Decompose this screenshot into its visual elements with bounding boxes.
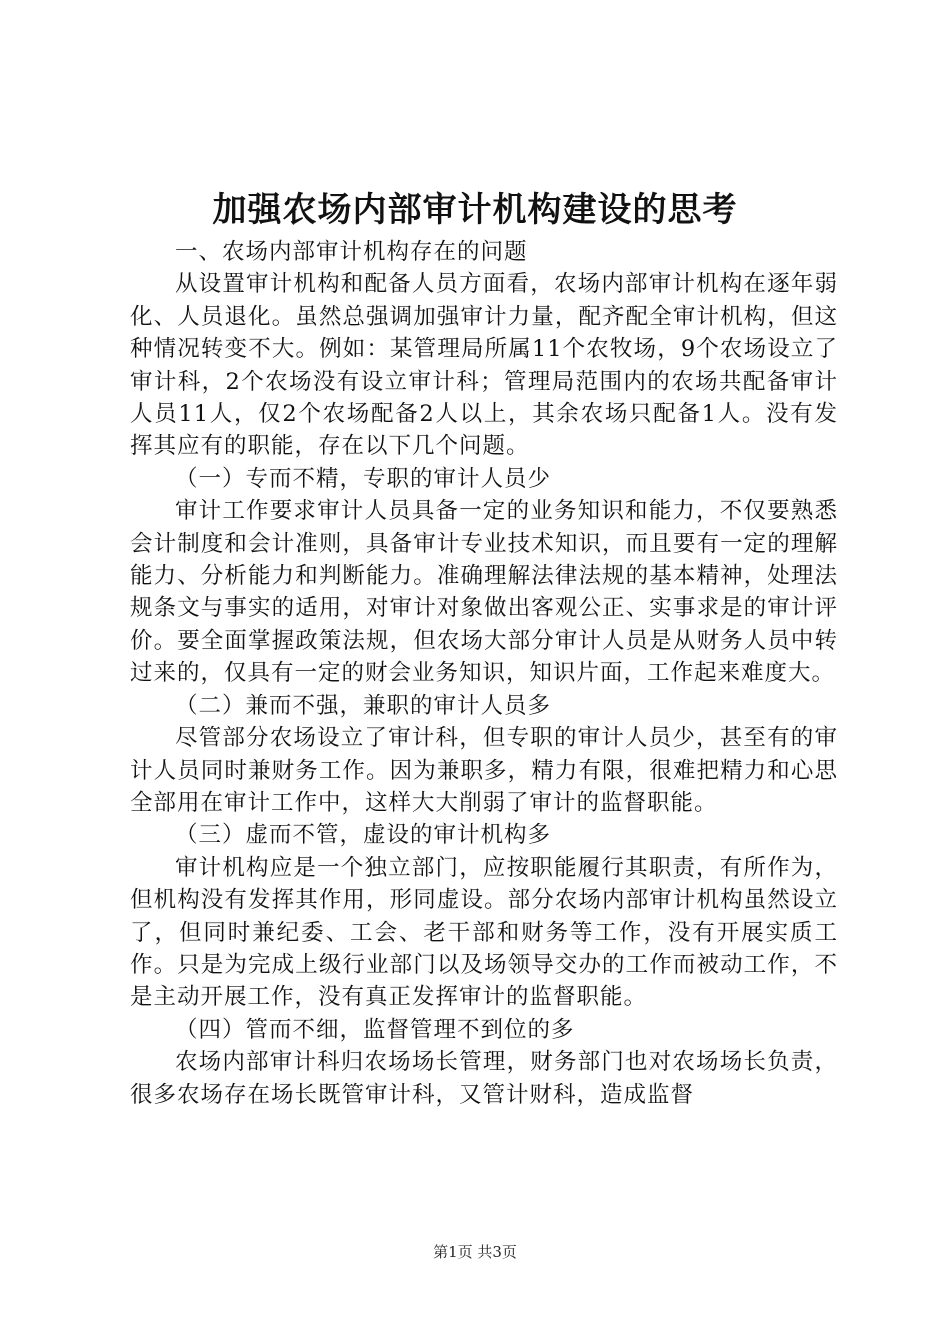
paragraph-3: 尽管部分农场设立了审计科，但专职的审计人员少，甚至有的审计人员同时兼财务工作。因为兼职多，精力有限，很难把精力和心思全部用在审计工作中，这样大大削弱了审计的监督职能。 [130,725,838,816]
paragraph-4: 审计机构应是一个独立部门，应按职能履行其职责，有所作为，但机构没有发挥其作用，形同虚设。部分农场内部审计机构虽然设立了，但同时兼纪委、工会、老干部和财务等工作，没有开展实质工作。只是为完成上级行业部门以及场领导交办的工作而被动工作，不是主动开展工作，没有真正发挥审计的监督职能。 [130,854,838,1011]
document-title: 加强农场内部审计机构建设的思考 [212,190,738,230]
page-footer: 第1页 共3页 [433,1243,517,1261]
section-heading-5: （四）管而不细，监督管理不到位的多 [175,1016,575,1043]
paragraph-1: 从设置审计机构和配备人员方面看，农场内部审计机构在逐年弱化、人员退化。虽然总强调加强审计力量，配齐配全审计机构，但这种情况转变不大。例如：某管理局所属11个农牧场，9个农场设立了审计科，2个农场没有设立审计科；管理局范围内的农场共配备审计人员11人，仅2个农场配备2人以上，其余农场只配备1人。没有发挥其应有的职能，存在以下几个问题。 [130,271,838,460]
section-heading-2: （一）专而不精，专职的审计人员少 [175,465,552,492]
section-heading-1: 一、农场内部审计机构存在的问题 [175,239,528,265]
document-body [130,236,838,1111]
section-heading-3: （二）兼而不强，兼职的审计人员多 [175,692,552,719]
paragraph-2: 审计工作要求审计人员具备一定的业务知识和能力，不仅要熟悉会计制度和会计准则，具备审计专业技术知识，而且要有一定的理解能力、分析能力和判断能力。准确理解法律法规的基本精神，处理法规条文与事实的适用，对审计对象做出客观公正、实事求是的审计评价。要全面掌握政策法规，但农场大部分审计人员是从财务人员中转过来的，仅具有一定的财会业务知识，知识片面，工作起来难度大。 [130,498,838,687]
section-heading-4: （三）虚而不管，虚设的审计机构多 [175,822,552,849]
paragraph-5: 农场内部审计科归农场场长管理，财务部门也对农场场长负责，很多农场存在场长既管审计科，又管计财科，造成监督 [130,1049,838,1108]
